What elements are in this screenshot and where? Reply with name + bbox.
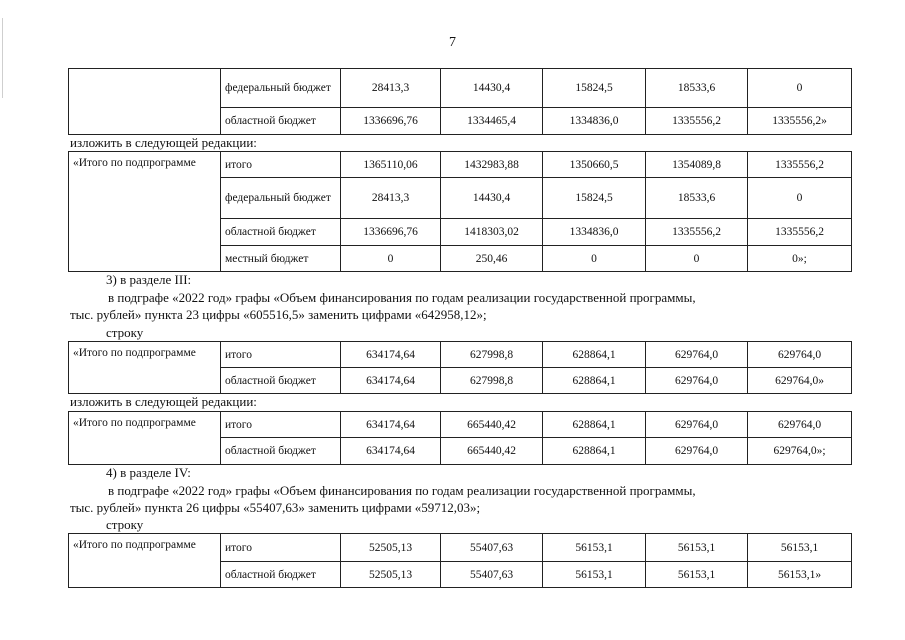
table-cell-value: 0 bbox=[748, 69, 852, 108]
table-cell-label: «Итого по подпрограмме bbox=[69, 534, 221, 588]
table-cell-value: 1354089,8 bbox=[646, 152, 748, 178]
redaction-heading: изложить в следующей редакции: bbox=[70, 135, 257, 150]
table-cell-value: 1336696,76 bbox=[341, 108, 441, 135]
section-heading-iv: 4) в разделе IV: bbox=[106, 465, 191, 480]
table-cell-value: 52505,13 bbox=[341, 534, 441, 562]
stroku-label: строку bbox=[106, 517, 144, 532]
table-cell-value: 0 bbox=[543, 246, 646, 272]
table-cell-value: 1335556,2» bbox=[748, 108, 852, 135]
budget-table-new-1 bbox=[68, 151, 852, 272]
table-cell-label: «Итого по подпрограмме bbox=[69, 342, 221, 394]
table-cell-value: 1335556,2 bbox=[748, 152, 852, 178]
table-cell-value: 634174,64 bbox=[341, 368, 441, 394]
table-cell-category: итого bbox=[221, 152, 341, 178]
table-cell-value: 1334836,0 bbox=[543, 219, 646, 246]
table-cell-value: 628864,1 bbox=[543, 368, 646, 394]
paragraph-section-iii bbox=[70, 289, 851, 323]
table-cell-value: 55407,63 bbox=[441, 534, 543, 562]
paragraph-section-iv bbox=[70, 482, 851, 516]
table-cell-value: 56153,1 bbox=[646, 534, 748, 562]
table-cell-label: «Итого по подпрограмме bbox=[69, 152, 221, 272]
table-cell-value: 628864,1 bbox=[543, 342, 646, 368]
table-cell-value: 627998,8 bbox=[441, 368, 543, 394]
table-cell-value: 0 bbox=[646, 246, 748, 272]
table-cell-value: 629764,0 bbox=[646, 412, 748, 438]
table-cell-value: 1418303,02 bbox=[441, 219, 543, 246]
table-cell-value: 665440,42 bbox=[441, 412, 543, 438]
table-cell-value: 629764,0»; bbox=[748, 438, 852, 465]
table-row bbox=[69, 534, 852, 562]
table-cell-value: 15824,5 bbox=[543, 178, 646, 219]
table-row bbox=[69, 342, 852, 368]
budget-table-new-2 bbox=[68, 411, 852, 465]
table-cell-value: 0 bbox=[341, 246, 441, 272]
table-row bbox=[69, 69, 852, 108]
page-number: 7 bbox=[449, 35, 456, 50]
table-cell-category: федеральный бюджет bbox=[221, 69, 341, 108]
paragraph-line: в подграфе «2022 год» графы «Объем финансирования по годам реализации государственной программы, bbox=[108, 483, 696, 498]
table-cell-value: 628864,1 bbox=[543, 438, 646, 465]
table-cell-label bbox=[69, 69, 221, 135]
table-cell-category: итого bbox=[221, 534, 341, 562]
table-cell-value: 629764,0 bbox=[646, 438, 748, 465]
paragraph-line: в подграфе «2022 год» графы «Объем финансирования по годам реализации государственной программы, bbox=[108, 290, 696, 305]
budget-table-continuation bbox=[68, 68, 852, 135]
table-cell-value: 15824,5 bbox=[543, 69, 646, 108]
table-cell-value: 629764,0» bbox=[748, 368, 852, 394]
table-cell-value: 665440,42 bbox=[441, 438, 543, 465]
table-cell-value: 1432983,88 bbox=[441, 152, 543, 178]
table-cell-category: областной бюджет bbox=[221, 219, 341, 246]
budget-table-old-3 bbox=[68, 533, 852, 588]
table-cell-value: 0»; bbox=[748, 246, 852, 272]
table-cell-value: 628864,1 bbox=[543, 412, 646, 438]
table-cell-value: 18533,6 bbox=[646, 178, 748, 219]
table-cell-value: 1336696,76 bbox=[341, 219, 441, 246]
table-cell-value: 56153,1 bbox=[646, 562, 748, 588]
table-cell-value: 56153,1 bbox=[748, 534, 852, 562]
table-cell-value: 250,46 bbox=[441, 246, 543, 272]
table-cell-label: «Итого по подпрограмме bbox=[69, 412, 221, 465]
table-cell-value: 55407,63 bbox=[441, 562, 543, 588]
table-cell-category: областной бюджет bbox=[221, 108, 341, 135]
table-cell-value: 634174,64 bbox=[341, 438, 441, 465]
page-edge-line bbox=[2, 18, 3, 98]
redaction-heading: изложить в следующей редакции: bbox=[70, 394, 257, 409]
table-cell-category: итого bbox=[221, 412, 341, 438]
table-cell-value: 1334836,0 bbox=[543, 108, 646, 135]
table-cell-value: 1350660,5 bbox=[543, 152, 646, 178]
stroku-label: строку bbox=[106, 325, 144, 340]
table-cell-value: 629764,0 bbox=[748, 412, 852, 438]
table-cell-value: 14430,4 bbox=[441, 69, 543, 108]
table-cell-category: областной бюджет bbox=[221, 438, 341, 465]
table-cell-value: 1335556,2 bbox=[646, 219, 748, 246]
table-cell-value: 629764,0 bbox=[646, 368, 748, 394]
table-cell-value: 56153,1» bbox=[748, 562, 852, 588]
budget-table-old-2 bbox=[68, 341, 852, 394]
table-cell-value: 629764,0 bbox=[748, 342, 852, 368]
table-cell-value: 56153,1 bbox=[543, 562, 646, 588]
table-cell-value: 634174,64 bbox=[341, 412, 441, 438]
table-cell-value: 28413,3 bbox=[341, 178, 441, 219]
table-cell-value: 56153,1 bbox=[543, 534, 646, 562]
paragraph-line: тыс. рублей» пункта 26 цифры «55407,63» заменить цифрами «59712,03»; bbox=[70, 500, 481, 515]
table-cell-value: 18533,6 bbox=[646, 69, 748, 108]
table-cell-category: областной бюджет bbox=[221, 562, 341, 588]
table-row bbox=[69, 152, 852, 178]
table-cell-value: 629764,0 bbox=[646, 342, 748, 368]
table-cell-category: итого bbox=[221, 342, 341, 368]
table-cell-value: 28413,3 bbox=[341, 69, 441, 108]
table-cell-value: 1335556,2 bbox=[646, 108, 748, 135]
table-cell-category: федеральный бюджет bbox=[221, 178, 341, 219]
table-cell-category: областной бюджет bbox=[221, 368, 341, 394]
section-heading-iii: 3) в разделе III: bbox=[106, 272, 192, 287]
table-cell-value: 627998,8 bbox=[441, 342, 543, 368]
table-cell-value: 1365110,06 bbox=[341, 152, 441, 178]
table-cell-value: 52505,13 bbox=[341, 562, 441, 588]
table-cell-category: местный бюджет bbox=[221, 246, 341, 272]
table-cell-value: 1335556,2 bbox=[748, 219, 852, 246]
table-cell-value: 0 bbox=[748, 178, 852, 219]
table-cell-value: 634174,64 bbox=[341, 342, 441, 368]
table-cell-value: 14430,4 bbox=[441, 178, 543, 219]
paragraph-line: тыс. рублей» пункта 23 цифры «605516,5» заменить цифрами «642958,12»; bbox=[70, 307, 487, 322]
table-cell-value: 1334465,4 bbox=[441, 108, 543, 135]
table-row bbox=[69, 412, 852, 438]
